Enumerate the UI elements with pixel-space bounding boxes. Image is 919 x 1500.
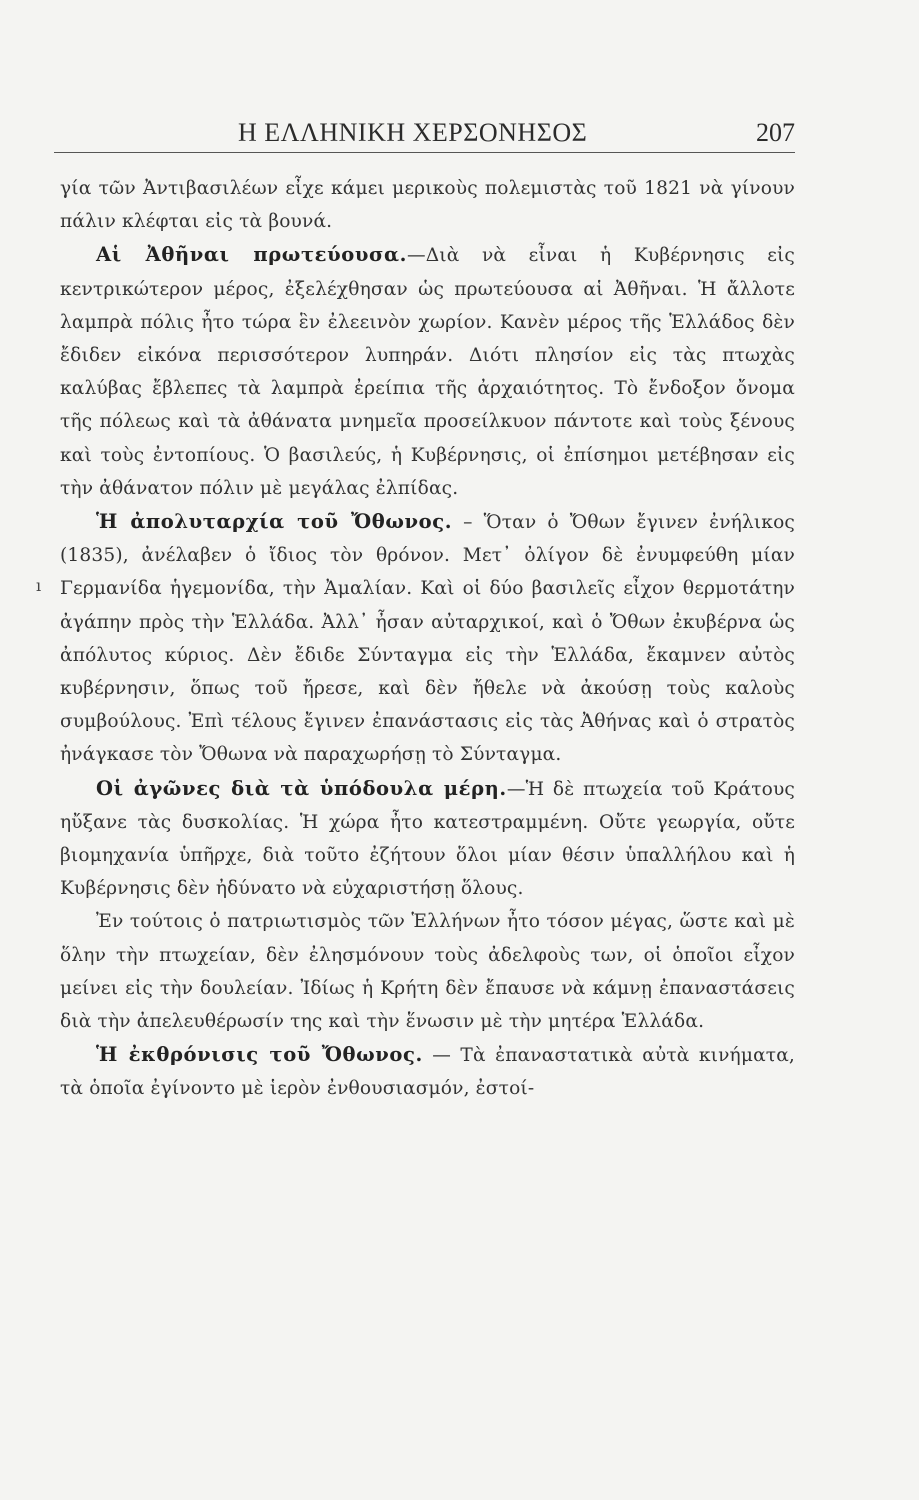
section-heading: Ἡ ἐκθρόνισις τοῦ Ὄθωνος. <box>96 1043 423 1067</box>
paragraph <box>60 238 795 505</box>
paragraph <box>60 505 795 772</box>
paragraph-text: —Διὰ νὰ εἶναι ἡ Κυβέρνησις εἰς κεντρικώτερον μέρος, ἐξελέχθησαν ὡς πρωτεύουσα αἱ Ἀθῆναι. Ἡ ἄλλοτε λαμπρὰ πόλις ἦτο τώρα ἓν ἐλεεινὸν χωρίον. Κανὲν μέρος τῆς Ἑλλάδος δὲν ἔδιδεν εἰκόνα περισσότερον λυπηράν. Διότι πλησίον εἰς τὰς πτωχὰς καλύβας ἔβλεπες τὰ λαμπρὰ ἐρείπια τῆς ἀρχαιότητος. Τὸ ἔνδοξον ὄνομα τῆς πόλεως καὶ τὰ ἀθάνατα μνημεῖα προσείλκυον πάντοτε καὶ τοὺς ξένους καὶ τοὺς ἐντοπίους. Ὁ βασιλεύς, ἡ Κυβέρνησις, οἱ ἐπίσημοι μετέβησαν εἰς τὴν ἀθάνατον πόλιν μὲ μεγάλας ἐλπίδας. <box>60 245 795 499</box>
paragraph <box>60 772 795 906</box>
paragraph-text: – Ὅταν ὁ Ὄθων ἔγινεν ἐνήλικος (1835), ἀνέλαβεν ὁ ἴδιος τὸν θρόνον. Μετ᾽ ὀλίγον δὲ ἐνυμφεύθη μίαν Γερμανίδα ἡγεμονίδα, τὴν Ἀμαλίαν. Καὶ οἱ δύο βασιλεῖς εἶχον θερμοτάτην ἀγάπην πρὸς τὴν Ἑλλάδα. Ἀλλ᾽ ἦσαν αὐταρχικοί, καὶ ὁ Ὄθων ἐκυβέρνα ὡς ἀπόλυτος κύριος. Δὲν ἔδιδε Σύνταγμα εἰς τὴν Ἑλλάδα, ἔκαμνεν αὐτὸς κυβέρνησιν, ὅπως τοῦ ἤρεσε, καὶ δὲν ἤθελε νὰ ἀκούσῃ τοὺς καλοὺς συμβούλους. Ἐπὶ τέλους ἔγινεν ἐπανάστασις εἰς τὰς Ἀθήνας καὶ ὁ στρατὸς ἠνάγκασε τὸν Ὄθωνα νὰ παραχωρήσῃ τὸ Σύνταγμα. <box>60 512 795 766</box>
margin-mark: ı <box>36 576 42 595</box>
page-number: 207 <box>756 118 795 147</box>
paragraph-text: —Ἡ δὲ πτωχεία τοῦ Κράτους ηὔξανε τὰς δυσκολίας. Ἡ χώρα ἦτο κατεστραμμένη. Οὔτε γεωργία, οὔτε βιομηχανία ὑπῆρχε, διὰ τοῦτο ἐζήτουν ὅλοι μίαν θέσιν ὑπαλλήλου καὶ ἡ Κυβέρνησις δὲν ἠδύνατο νὰ εὐχαριστήσῃ ὅλους. <box>60 778 795 900</box>
paragraph <box>60 905 795 1038</box>
body-text <box>60 172 795 1106</box>
running-header <box>60 112 795 152</box>
header-rule <box>54 152 795 153</box>
section-heading: Οἱ ἀγῶνες διὰ τὰ ὑπόδουλα μέρη. <box>96 776 507 800</box>
paragraph-text: γία τῶν Ἀντιβασιλέων εἶχε κάμει μερικοὺς πολεμιστὰς τοῦ 1821 νὰ γίνουν πάλιν κλέφται εἰς τὰ βουνά. <box>60 178 795 233</box>
section-heading: Αἱ Ἀθῆναι πρωτεύουσα. <box>96 243 407 267</box>
paragraph-text: — Τὰ ἐπαναστατικὰ αὐτὰ κινήματα, τὰ ὁποῖα ἐγίνοντο μὲ ἱερὸν ἐνθουσιασμόν, ἐστοί- <box>60 1045 795 1100</box>
paragraph <box>60 1038 795 1105</box>
paragraph-text: Ἐν τούτοις ὁ πατριωτισμὸς τῶν Ἑλλήνων ἦτο τόσον μέγας, ὥστε καὶ μὲ ὅλην τὴν πτωχείαν, δὲν ἐλησμόνουν τοὺς ἀδελφοὺς των, οἱ ὁποῖοι εἶχον μείνει εἰς τὴν δουλείαν. Ἰδίως ἡ Κρήτη δὲν ἔπαυσε νὰ κάμνῃ ἐπαναστάσεις διὰ τὴν ἀπελευθέρωσίν της καὶ τὴν ἕνωσιν μὲ τὴν μητέρα Ἑλλάδα. <box>60 911 795 1033</box>
section-heading: Ἡ ἀπολυταρχία τοῦ Ὄθωνος. <box>96 510 453 534</box>
paragraph <box>60 172 795 238</box>
running-title: Η ΕΛΛΗΝΙΚΗ ΧΕΡΣΟΝΗΣΟΣ <box>238 118 588 147</box>
